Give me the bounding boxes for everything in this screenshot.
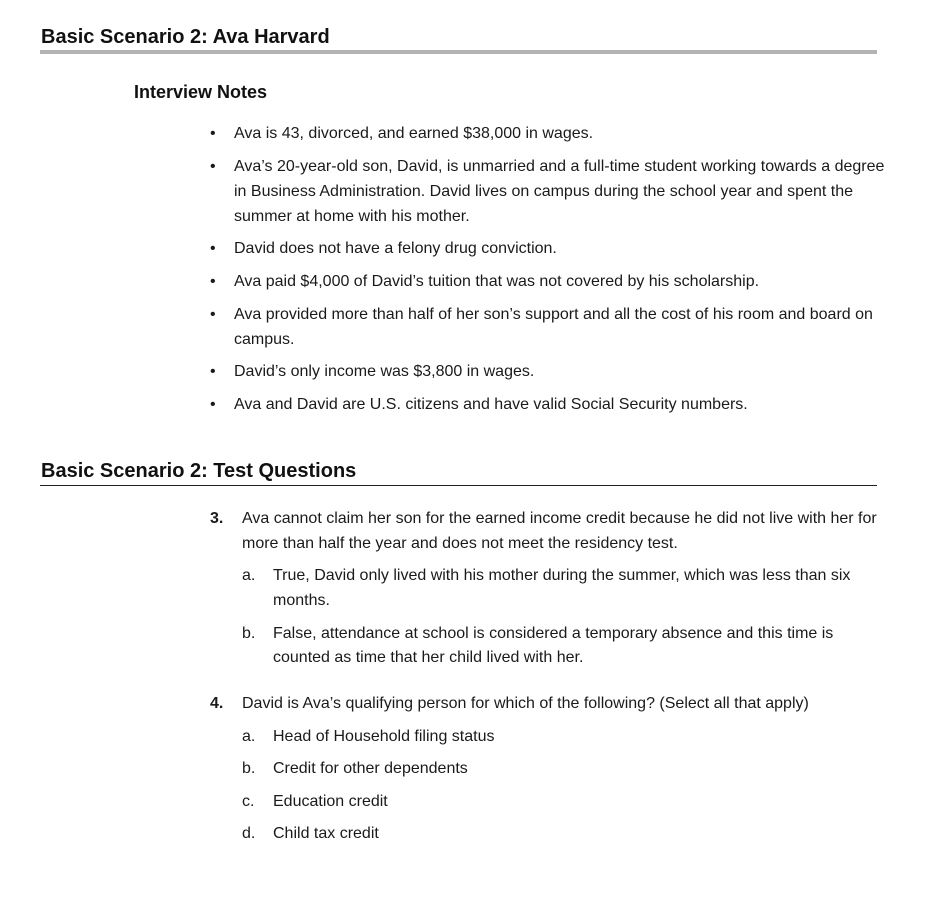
note-item	[208, 269, 888, 294]
note-text: Ava provided more than half of her son’s support and all the cost of his room and board on campus.	[234, 305, 873, 348]
option-text: True, David only lived with his mother during the summer, which was less than six months.	[273, 567, 851, 609]
question-4	[210, 692, 880, 855]
note-text: Ava and David are U.S. citizens and have valid Social Security numbers.	[234, 396, 748, 414]
question-number: 4.	[210, 695, 224, 712]
note-text: Ava paid $4,000 of David’s tuition that was not covered by his scholarship.	[234, 273, 760, 291]
note-text: David’s only income was $3,800 in wages.	[234, 363, 535, 381]
answer-option	[210, 757, 880, 782]
bullet-icon: •	[210, 273, 216, 291]
note-item	[208, 236, 888, 261]
option-letter: c.	[242, 792, 255, 810]
note-item	[208, 154, 888, 229]
bullet-icon: •	[210, 240, 216, 258]
note-text: David does not have a felony drug conviction.	[234, 240, 557, 258]
note-text: Ava is 43, divorced, and earned $38,000 in wages.	[234, 125, 594, 142]
bullet-icon: •	[210, 305, 216, 323]
option-text: False, attendance at school is considered a temporary absence and this time is counted as time that her child lived with her.	[273, 624, 834, 666]
option-text: Credit for other dependents	[273, 760, 468, 777]
answer-options	[210, 564, 880, 671]
test-questions-title: Basic Scenario 2: Test Questions	[41, 460, 357, 482]
option-letter: b.	[242, 760, 256, 777]
option-text: Education credit	[273, 792, 388, 810]
option-text: Child tax credit	[273, 825, 379, 842]
title-divider	[40, 50, 877, 54]
note-text: Ava’s 20-year-old son, David, is unmarried and a full-time student working towards a degree in Business Administration. David lives on campus during the school year and spent the summer at home with his mother.	[234, 157, 885, 225]
option-letter: d.	[242, 825, 256, 842]
answer-options	[210, 725, 880, 847]
answer-option	[210, 622, 880, 671]
question-number: 3.	[210, 510, 224, 527]
bullet-icon: •	[210, 363, 216, 381]
question-3	[210, 507, 880, 679]
answer-option	[210, 822, 880, 847]
bullet-icon: •	[210, 125, 216, 142]
option-letter: a.	[242, 567, 256, 584]
interview-notes-list	[208, 121, 888, 425]
note-item	[208, 392, 888, 417]
question-text: David is Ava’s qualifying person for which of the following? (Select all that apply)	[242, 695, 809, 712]
note-item	[208, 121, 888, 146]
question-text: Ava cannot claim her son for the earned income credit because he did not live with her for more than half the year and does not meet the residency test.	[242, 510, 877, 552]
bullet-icon: •	[210, 396, 216, 414]
option-text: Head of Household filing status	[273, 727, 495, 745]
answer-option	[210, 725, 880, 750]
note-item	[208, 359, 888, 384]
test-title-divider	[40, 485, 877, 486]
option-letter: b.	[242, 624, 256, 642]
option-letter: a.	[242, 727, 256, 745]
bullet-icon: •	[210, 157, 216, 175]
note-item	[208, 302, 888, 352]
interview-notes-heading: Interview Notes	[134, 82, 268, 102]
answer-option	[210, 790, 880, 815]
answer-option	[210, 564, 880, 613]
scenario-title: Basic Scenario 2: Ava Harvard	[41, 26, 330, 48]
